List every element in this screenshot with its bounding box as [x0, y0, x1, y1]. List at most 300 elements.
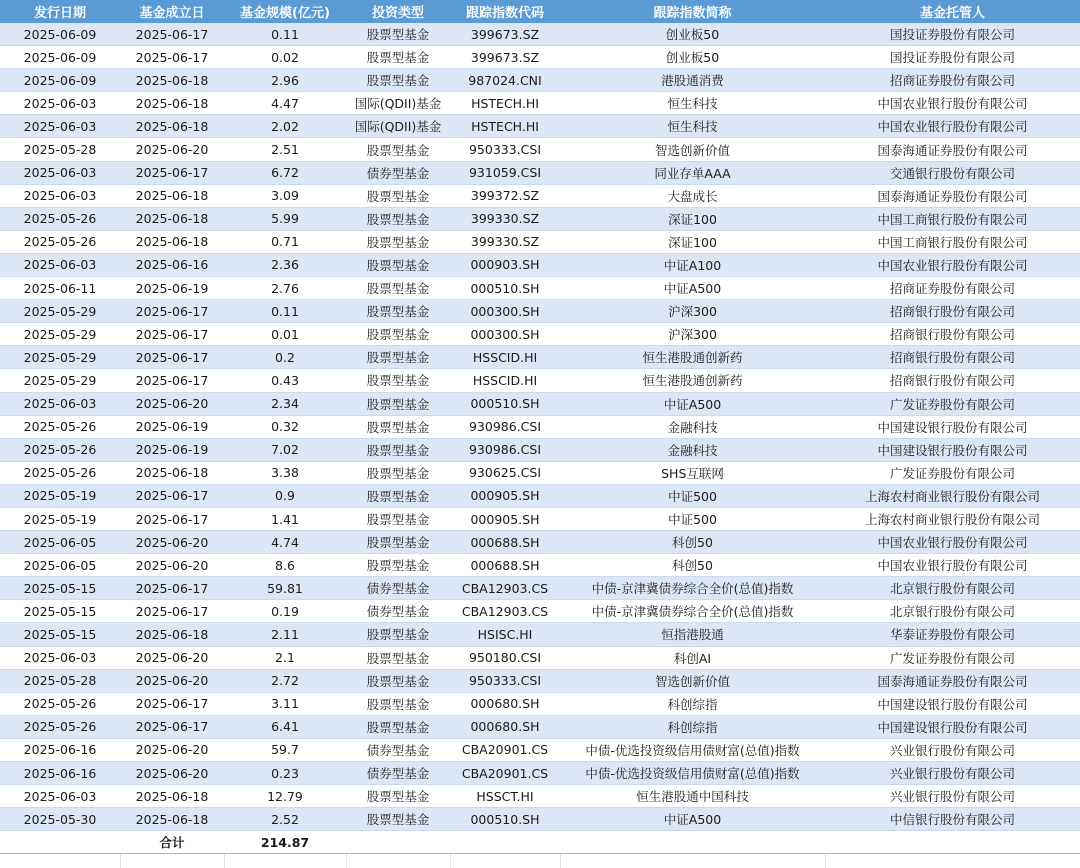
- index-name-cell: 科创综指: [560, 692, 825, 715]
- invest-type-cell: 债券型基金: [346, 600, 450, 623]
- inception-date-cell: 2025-06-18: [120, 207, 224, 230]
- index-code-cell: 000680.SH: [450, 715, 560, 738]
- table-row: [0, 507, 1080, 530]
- custodian-cell: 中国建设银行股份有限公司: [825, 692, 1080, 715]
- issue-date-cell: 2025-05-28: [0, 138, 120, 161]
- fund-size-cell: 3.11: [224, 692, 346, 715]
- col-header-invest-type: 投资类型: [346, 0, 450, 23]
- fund-size-cell: 12.79: [224, 785, 346, 808]
- table-row: [0, 115, 1080, 138]
- fund-size-cell: 3.38: [224, 461, 346, 484]
- issue-date-cell: 2025-05-15: [0, 600, 120, 623]
- invest-type-cell: 股票型基金: [346, 277, 450, 300]
- table-header-row: [0, 0, 1080, 23]
- issue-date-cell: 2025-05-29: [0, 346, 120, 369]
- custodian-cell: 中国农业银行股份有限公司: [825, 92, 1080, 115]
- index-code-cell: HSSCID.HI: [450, 369, 560, 392]
- invest-type-cell: 债券型基金: [346, 762, 450, 785]
- issue-date-cell: 2025-05-29: [0, 323, 120, 346]
- fund-size-cell: 0.71: [224, 230, 346, 253]
- invest-type-cell: 股票型基金: [346, 692, 450, 715]
- blank-cell: [560, 854, 825, 868]
- index-name-cell: 科创综指: [560, 715, 825, 738]
- index-code-cell: 950180.CSI: [450, 646, 560, 669]
- fund-size-cell: 2.11: [224, 623, 346, 646]
- issue-date-cell: 2025-05-26: [0, 692, 120, 715]
- fund-size-cell: 59.7: [224, 738, 346, 761]
- custodian-cell: 兴业银行股份有限公司: [825, 762, 1080, 785]
- issue-date-cell: 2025-06-03: [0, 115, 120, 138]
- table-row: [0, 138, 1080, 161]
- fund-size-cell: 7.02: [224, 438, 346, 461]
- blank-cell: [825, 854, 1080, 868]
- custodian-cell: 中国农业银行股份有限公司: [825, 531, 1080, 554]
- index-name-cell: SHS互联网: [560, 461, 825, 484]
- table-row: [0, 415, 1080, 438]
- table-row: [0, 230, 1080, 253]
- inception-date-cell: 2025-06-20: [120, 531, 224, 554]
- table-row: [0, 92, 1080, 115]
- issue-date-cell: 2025-05-26: [0, 438, 120, 461]
- table-row: [0, 738, 1080, 761]
- index-name-cell: 智选创新价值: [560, 669, 825, 692]
- invest-type-cell: 股票型基金: [346, 484, 450, 507]
- index-code-cell: 399330.SZ: [450, 230, 560, 253]
- table-row: [0, 762, 1080, 785]
- custodian-cell: 中国工商银行股份有限公司: [825, 207, 1080, 230]
- index-name-cell: 中证A500: [560, 277, 825, 300]
- total-value: 214.87: [224, 831, 346, 854]
- fund-size-cell: 2.36: [224, 253, 346, 276]
- table-row: [0, 23, 1080, 46]
- custodian-cell: 招商银行股份有限公司: [825, 369, 1080, 392]
- fund-size-cell: 2.34: [224, 392, 346, 415]
- table-row: [0, 253, 1080, 276]
- issue-date-cell: 2025-05-26: [0, 461, 120, 484]
- table-row: [0, 277, 1080, 300]
- index-name-cell: 科创50: [560, 531, 825, 554]
- invest-type-cell: 债券型基金: [346, 738, 450, 761]
- inception-date-cell: 2025-06-17: [120, 507, 224, 530]
- issue-date-cell: 2025-05-19: [0, 484, 120, 507]
- issue-date-cell: 2025-05-26: [0, 230, 120, 253]
- index-code-cell: 000688.SH: [450, 531, 560, 554]
- fund-size-cell: 5.99: [224, 207, 346, 230]
- index-name-cell: 中证A100: [560, 253, 825, 276]
- custodian-cell: 招商银行股份有限公司: [825, 300, 1080, 323]
- fund-size-cell: 0.19: [224, 600, 346, 623]
- custodian-cell: 招商证券股份有限公司: [825, 69, 1080, 92]
- invest-type-cell: 股票型基金: [346, 300, 450, 323]
- total-empty-cell: [450, 831, 560, 854]
- invest-type-cell: 股票型基金: [346, 531, 450, 554]
- index-code-cell: 950333.CSI: [450, 138, 560, 161]
- index-code-cell: CBA20901.CS: [450, 762, 560, 785]
- index-code-cell: HSSCID.HI: [450, 346, 560, 369]
- invest-type-cell: 国际(QDII)基金: [346, 115, 450, 138]
- table-row: [0, 69, 1080, 92]
- fund-size-cell: 2.1: [224, 646, 346, 669]
- index-code-cell: 000510.SH: [450, 392, 560, 415]
- custodian-cell: 国投证券股份有限公司: [825, 23, 1080, 46]
- custodian-cell: 中国农业银行股份有限公司: [825, 554, 1080, 577]
- invest-type-cell: 股票型基金: [346, 808, 450, 831]
- index-code-cell: HSTECH.HI: [450, 115, 560, 138]
- col-header-fund-size: 基金规模(亿元): [224, 0, 346, 23]
- custodian-cell: 广发证券股份有限公司: [825, 461, 1080, 484]
- total-empty-cell: [560, 831, 825, 854]
- inception-date-cell: 2025-06-18: [120, 461, 224, 484]
- issue-date-cell: 2025-05-28: [0, 669, 120, 692]
- custodian-cell: 招商银行股份有限公司: [825, 323, 1080, 346]
- inception-date-cell: 2025-06-17: [120, 484, 224, 507]
- table-row: [0, 531, 1080, 554]
- custodian-cell: 中国建设银行股份有限公司: [825, 415, 1080, 438]
- invest-type-cell: 股票型基金: [346, 138, 450, 161]
- invest-type-cell: 股票型基金: [346, 507, 450, 530]
- inception-date-cell: 2025-06-20: [120, 554, 224, 577]
- table-row: [0, 438, 1080, 461]
- issue-date-cell: 2025-06-03: [0, 646, 120, 669]
- col-header-issue-date: 发行日期: [0, 0, 120, 23]
- inception-date-cell: 2025-06-18: [120, 115, 224, 138]
- index-name-cell: 沪深300: [560, 323, 825, 346]
- index-name-cell: 中债-优选投资级信用债财富(总值)指数: [560, 762, 825, 785]
- inception-date-cell: 2025-06-18: [120, 230, 224, 253]
- table-row: [0, 392, 1080, 415]
- index-name-cell: 中债-优选投资级信用债财富(总值)指数: [560, 738, 825, 761]
- index-code-cell: 000300.SH: [450, 323, 560, 346]
- invest-type-cell: 股票型基金: [346, 46, 450, 69]
- index-name-cell: 恒生科技: [560, 92, 825, 115]
- table-row: [0, 554, 1080, 577]
- custodian-cell: 华泰证券股份有限公司: [825, 623, 1080, 646]
- index-name-cell: 中证A500: [560, 392, 825, 415]
- index-name-cell: 中证A500: [560, 808, 825, 831]
- inception-date-cell: 2025-06-17: [120, 600, 224, 623]
- fund-size-cell: 0.32: [224, 415, 346, 438]
- table-row: [0, 46, 1080, 69]
- fund-size-cell: 2.76: [224, 277, 346, 300]
- fund-size-cell: 59.81: [224, 577, 346, 600]
- custodian-cell: 中国建设银行股份有限公司: [825, 438, 1080, 461]
- custodian-cell: 上海农村商业银行股份有限公司: [825, 507, 1080, 530]
- invest-type-cell: 国际(QDII)基金: [346, 92, 450, 115]
- total-label: 合计: [120, 831, 224, 854]
- inception-date-cell: 2025-06-18: [120, 785, 224, 808]
- total-row: [0, 831, 1080, 854]
- inception-date-cell: 2025-06-18: [120, 184, 224, 207]
- fund-size-cell: 2.02: [224, 115, 346, 138]
- custodian-cell: 北京银行股份有限公司: [825, 577, 1080, 600]
- inception-date-cell: 2025-06-20: [120, 762, 224, 785]
- custodian-cell: 中国农业银行股份有限公司: [825, 253, 1080, 276]
- custodian-cell: 兴业银行股份有限公司: [825, 738, 1080, 761]
- blank-cell: [450, 854, 560, 868]
- inception-date-cell: 2025-06-17: [120, 692, 224, 715]
- issue-date-cell: 2025-06-05: [0, 554, 120, 577]
- index-name-cell: 深证100: [560, 230, 825, 253]
- custodian-cell: 中国建设银行股份有限公司: [825, 715, 1080, 738]
- issue-date-cell: 2025-06-05: [0, 531, 120, 554]
- custodian-cell: 国投证券股份有限公司: [825, 46, 1080, 69]
- index-name-cell: 港股通消费: [560, 69, 825, 92]
- invest-type-cell: 股票型基金: [346, 646, 450, 669]
- issue-date-cell: 2025-05-26: [0, 715, 120, 738]
- inception-date-cell: 2025-06-20: [120, 738, 224, 761]
- invest-type-cell: 股票型基金: [346, 461, 450, 484]
- inception-date-cell: 2025-06-20: [120, 392, 224, 415]
- index-name-cell: 恒生港股通创新药: [560, 346, 825, 369]
- invest-type-cell: 股票型基金: [346, 184, 450, 207]
- table-row: [0, 346, 1080, 369]
- table-row: [0, 600, 1080, 623]
- index-name-cell: 沪深300: [560, 300, 825, 323]
- table-row: [0, 323, 1080, 346]
- inception-date-cell: 2025-06-17: [120, 715, 224, 738]
- issue-date-cell: 2025-05-29: [0, 300, 120, 323]
- invest-type-cell: 股票型基金: [346, 438, 450, 461]
- invest-type-cell: 债券型基金: [346, 577, 450, 600]
- invest-type-cell: 股票型基金: [346, 207, 450, 230]
- table-row: [0, 669, 1080, 692]
- inception-date-cell: 2025-06-18: [120, 623, 224, 646]
- table-row: [0, 369, 1080, 392]
- index-code-cell: 399673.SZ: [450, 46, 560, 69]
- issue-date-cell: 2025-06-16: [0, 762, 120, 785]
- custodian-cell: 兴业银行股份有限公司: [825, 785, 1080, 808]
- custodian-cell: 国泰海通证券股份有限公司: [825, 669, 1080, 692]
- invest-type-cell: 股票型基金: [346, 230, 450, 253]
- invest-type-cell: 股票型基金: [346, 623, 450, 646]
- table-row: [0, 161, 1080, 184]
- issue-date-cell: 2025-05-15: [0, 577, 120, 600]
- inception-date-cell: 2025-06-17: [120, 161, 224, 184]
- fund-size-cell: 3.09: [224, 184, 346, 207]
- invest-type-cell: 股票型基金: [346, 253, 450, 276]
- custodian-cell: 中国农业银行股份有限公司: [825, 115, 1080, 138]
- custodian-cell: 中信银行股份有限公司: [825, 808, 1080, 831]
- invest-type-cell: 股票型基金: [346, 323, 450, 346]
- fund-size-cell: 6.72: [224, 161, 346, 184]
- index-name-cell: 创业板50: [560, 46, 825, 69]
- inception-date-cell: 2025-06-20: [120, 669, 224, 692]
- inception-date-cell: 2025-06-18: [120, 92, 224, 115]
- table-row: [0, 623, 1080, 646]
- issue-date-cell: 2025-05-26: [0, 207, 120, 230]
- custodian-cell: 招商银行股份有限公司: [825, 346, 1080, 369]
- issue-date-cell: 2025-06-11: [0, 277, 120, 300]
- blank-cell: [0, 854, 120, 868]
- index-code-cell: 000688.SH: [450, 554, 560, 577]
- index-code-cell: 399330.SZ: [450, 207, 560, 230]
- custodian-cell: 招商证券股份有限公司: [825, 277, 1080, 300]
- issue-date-cell: 2025-06-03: [0, 785, 120, 808]
- index-code-cell: HSISC.HI: [450, 623, 560, 646]
- fund-size-cell: 0.02: [224, 46, 346, 69]
- fund-size-cell: 2.72: [224, 669, 346, 692]
- index-code-cell: CBA12903.CS: [450, 600, 560, 623]
- issue-date-cell: 2025-06-09: [0, 23, 120, 46]
- inception-date-cell: 2025-06-17: [120, 323, 224, 346]
- index-name-cell: 恒生港股通中国科技: [560, 785, 825, 808]
- index-code-cell: 930625.CSI: [450, 461, 560, 484]
- index-code-cell: 399372.SZ: [450, 184, 560, 207]
- index-name-cell: 金融科技: [560, 438, 825, 461]
- issue-date-cell: 2025-05-30: [0, 808, 120, 831]
- index-name-cell: 智选创新价值: [560, 138, 825, 161]
- index-code-cell: 987024.CNI: [450, 69, 560, 92]
- fund-size-cell: 8.6: [224, 554, 346, 577]
- fund-size-cell: 0.43: [224, 369, 346, 392]
- index-name-cell: 中证500: [560, 484, 825, 507]
- fund-size-cell: 6.41: [224, 715, 346, 738]
- fund-size-cell: 2.52: [224, 808, 346, 831]
- index-code-cell: CBA20901.CS: [450, 738, 560, 761]
- custodian-cell: 广发证券股份有限公司: [825, 392, 1080, 415]
- issue-date-cell: 2025-06-09: [0, 46, 120, 69]
- col-header-index-code: 跟踪指数代码: [450, 0, 560, 23]
- invest-type-cell: 股票型基金: [346, 23, 450, 46]
- table-row: [0, 577, 1080, 600]
- fund-size-cell: 4.47: [224, 92, 346, 115]
- issue-date-cell: 2025-06-03: [0, 161, 120, 184]
- index-name-cell: 科创50: [560, 554, 825, 577]
- index-code-cell: 000510.SH: [450, 808, 560, 831]
- table-row: [0, 808, 1080, 831]
- inception-date-cell: 2025-06-20: [120, 646, 224, 669]
- invest-type-cell: 股票型基金: [346, 369, 450, 392]
- index-code-cell: 931059.CSI: [450, 161, 560, 184]
- inception-date-cell: 2025-06-16: [120, 253, 224, 276]
- index-name-cell: 科创AI: [560, 646, 825, 669]
- issue-date-cell: 2025-06-09: [0, 69, 120, 92]
- index-name-cell: 同业存单AAA: [560, 161, 825, 184]
- inception-date-cell: 2025-06-17: [120, 346, 224, 369]
- custodian-cell: 上海农村商业银行股份有限公司: [825, 484, 1080, 507]
- index-code-cell: 950333.CSI: [450, 669, 560, 692]
- custodian-cell: 北京银行股份有限公司: [825, 600, 1080, 623]
- inception-date-cell: 2025-06-19: [120, 277, 224, 300]
- index-name-cell: 恒生港股通创新药: [560, 369, 825, 392]
- custodian-cell: 国泰海通证券股份有限公司: [825, 184, 1080, 207]
- table-row: [0, 692, 1080, 715]
- index-code-cell: 000905.SH: [450, 484, 560, 507]
- custodian-cell: 国泰海通证券股份有限公司: [825, 138, 1080, 161]
- invest-type-cell: 股票型基金: [346, 554, 450, 577]
- inception-date-cell: 2025-06-19: [120, 415, 224, 438]
- issue-date-cell: 2025-05-15: [0, 623, 120, 646]
- issue-date-cell: 2025-05-29: [0, 369, 120, 392]
- issue-date-cell: 2025-06-16: [0, 738, 120, 761]
- inception-date-cell: 2025-06-17: [120, 46, 224, 69]
- fund-size-cell: 0.2: [224, 346, 346, 369]
- index-code-cell: 000903.SH: [450, 253, 560, 276]
- custodian-cell: 广发证券股份有限公司: [825, 646, 1080, 669]
- issue-date-cell: 2025-06-03: [0, 184, 120, 207]
- table-row: [0, 484, 1080, 507]
- index-name-cell: 创业板50: [560, 23, 825, 46]
- index-name-cell: 深证100: [560, 207, 825, 230]
- invest-type-cell: 股票型基金: [346, 346, 450, 369]
- blank-row: [0, 854, 1080, 868]
- invest-type-cell: 股票型基金: [346, 69, 450, 92]
- invest-type-cell: 股票型基金: [346, 715, 450, 738]
- fund-size-cell: 1.41: [224, 507, 346, 530]
- fund-size-cell: 0.23: [224, 762, 346, 785]
- index-code-cell: 399673.SZ: [450, 23, 560, 46]
- invest-type-cell: 股票型基金: [346, 415, 450, 438]
- inception-date-cell: 2025-06-20: [120, 138, 224, 161]
- col-header-inception-date: 基金成立日: [120, 0, 224, 23]
- invest-type-cell: 债券型基金: [346, 161, 450, 184]
- fund-size-cell: 0.11: [224, 23, 346, 46]
- total-blank-cell: [0, 831, 120, 854]
- col-header-custodian: 基金托管人: [825, 0, 1080, 23]
- index-code-cell: CBA12903.CS: [450, 577, 560, 600]
- table-row: [0, 184, 1080, 207]
- issue-date-cell: 2025-06-03: [0, 92, 120, 115]
- issue-date-cell: 2025-05-19: [0, 507, 120, 530]
- inception-date-cell: 2025-06-17: [120, 300, 224, 323]
- index-name-cell: 大盘成长: [560, 184, 825, 207]
- index-name-cell: 金融科技: [560, 415, 825, 438]
- index-code-cell: 000680.SH: [450, 692, 560, 715]
- index-code-cell: HSTECH.HI: [450, 92, 560, 115]
- index-code-cell: 930986.CSI: [450, 438, 560, 461]
- index-name-cell: 中债-京津冀债券综合全价(总值)指数: [560, 600, 825, 623]
- index-code-cell: HSSCT.HI: [450, 785, 560, 808]
- blank-cell: [346, 854, 450, 868]
- inception-date-cell: 2025-06-17: [120, 369, 224, 392]
- inception-date-cell: 2025-06-18: [120, 808, 224, 831]
- index-code-cell: 000300.SH: [450, 300, 560, 323]
- col-header-index-name: 跟踪指数简称: [560, 0, 825, 23]
- fund-size-cell: 2.96: [224, 69, 346, 92]
- table-row: [0, 785, 1080, 808]
- inception-date-cell: 2025-06-17: [120, 23, 224, 46]
- index-code-cell: 930986.CSI: [450, 415, 560, 438]
- invest-type-cell: 股票型基金: [346, 392, 450, 415]
- fund-size-cell: 4.74: [224, 531, 346, 554]
- issue-date-cell: 2025-06-03: [0, 392, 120, 415]
- custodian-cell: 交通银行股份有限公司: [825, 161, 1080, 184]
- inception-date-cell: 2025-06-19: [120, 438, 224, 461]
- fund-size-cell: 0.9: [224, 484, 346, 507]
- issue-date-cell: 2025-06-03: [0, 253, 120, 276]
- index-code-cell: 000510.SH: [450, 277, 560, 300]
- fund-size-cell: 0.11: [224, 300, 346, 323]
- total-empty-cell: [825, 831, 1080, 854]
- custodian-cell: 中国工商银行股份有限公司: [825, 230, 1080, 253]
- invest-type-cell: 股票型基金: [346, 785, 450, 808]
- index-code-cell: 000905.SH: [450, 507, 560, 530]
- fund-size-cell: 0.01: [224, 323, 346, 346]
- blank-cell: [224, 854, 346, 868]
- index-name-cell: 恒指港股通: [560, 623, 825, 646]
- inception-date-cell: 2025-06-18: [120, 69, 224, 92]
- table-row: [0, 300, 1080, 323]
- inception-date-cell: 2025-06-17: [120, 577, 224, 600]
- table-row: [0, 207, 1080, 230]
- blank-cell: [120, 854, 224, 868]
- table-row: [0, 461, 1080, 484]
- total-empty-cell: [346, 831, 450, 854]
- issue-date-cell: 2025-05-26: [0, 415, 120, 438]
- index-name-cell: 中证500: [560, 507, 825, 530]
- index-name-cell: 中债-京津冀债券综合全价(总值)指数: [560, 577, 825, 600]
- fund-size-cell: 2.51: [224, 138, 346, 161]
